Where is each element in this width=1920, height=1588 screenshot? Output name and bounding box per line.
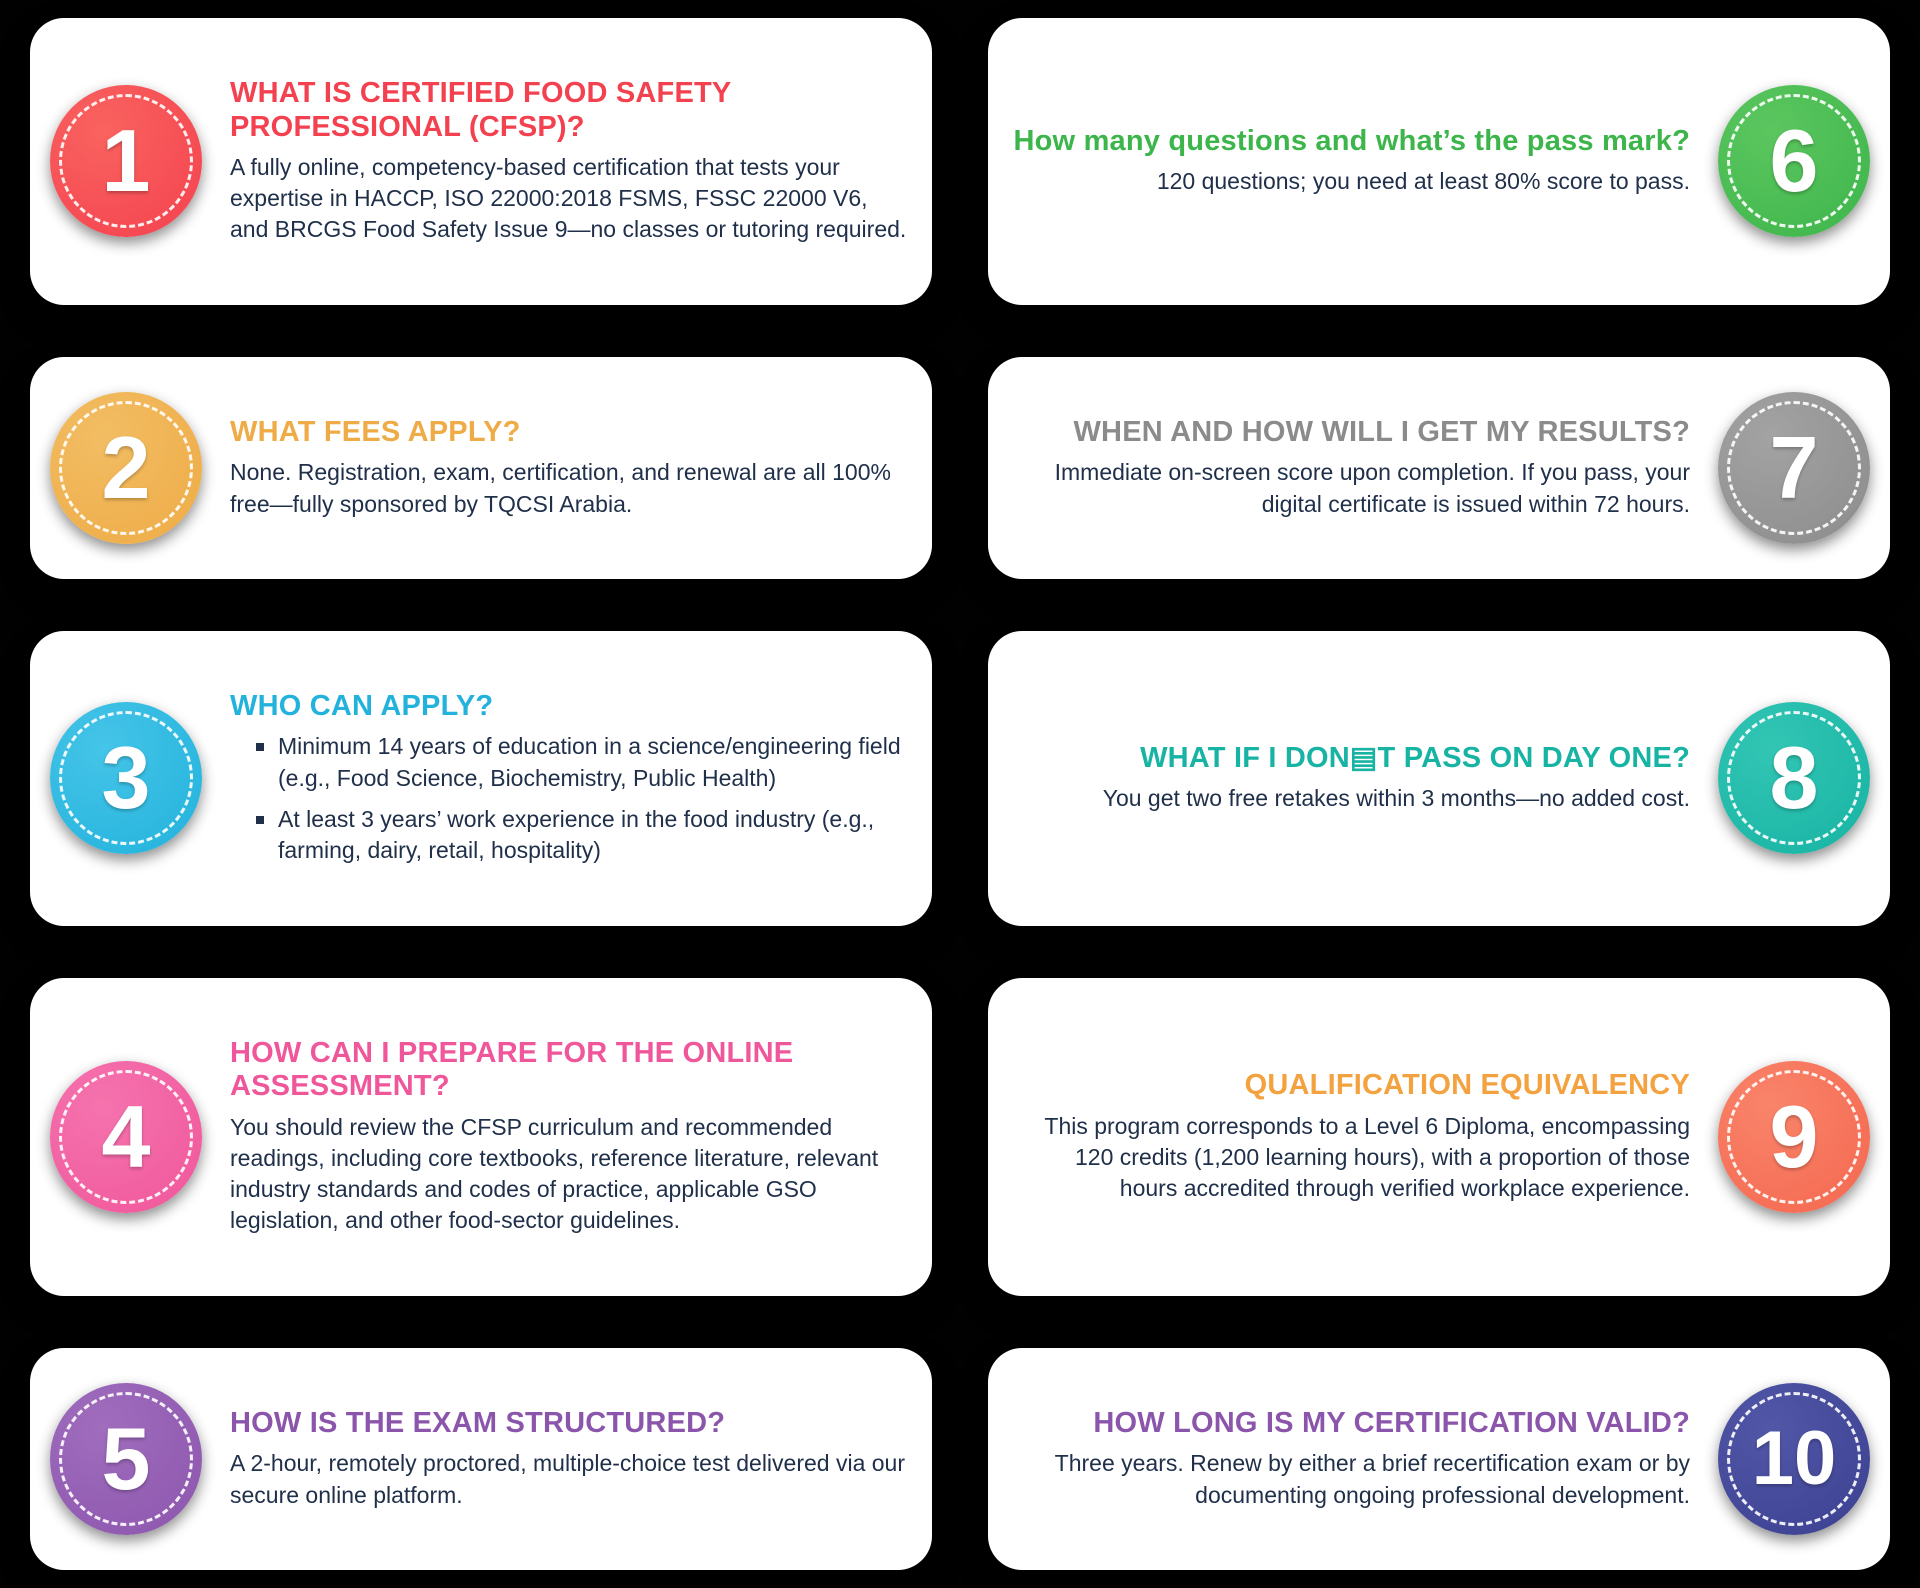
faq-card-4 (30, 978, 932, 1296)
faq-card-3 (30, 631, 932, 926)
faq-card-body: You should review the CFSP curriculum and recommended readings, including core textbooks, reference literature, relevant industry standards and codes of practice, applicable GSO legislation, and other food-sector guidelines. (230, 1113, 879, 1234)
faq-card-content (1012, 125, 1690, 198)
faq-number-label: 9 (1769, 1086, 1819, 1186)
faq-number-badge-10 (1718, 1383, 1870, 1535)
faq-card-1 (30, 18, 932, 305)
faq-card-title: HOW CAN I PREPARE FOR THE ONLINE ASSESSMENT? (230, 1036, 794, 1103)
faq-card-content (230, 1407, 908, 1511)
faq-card-title: WHAT IS CERTIFIED FOOD SAFETY PROFESSIONAL (CFSP)? (230, 77, 731, 143)
faq-card-grid (30, 18, 1890, 1570)
faq-number-badge-5 (50, 1383, 202, 1535)
faq-number-badge-9 (1718, 1061, 1870, 1213)
faq-card-content (1012, 1069, 1690, 1204)
faq-card-body: Immediate on-screen score upon completion. If you pass, your digital certificate is issued within 72 hours. (1054, 459, 1690, 517)
faq-card-6 (988, 18, 1890, 305)
faq-card-body: 120 questions; you need at least 80% score to pass. (1156, 168, 1690, 195)
list-item: At least 3 years’ work experience in the food industry (e.g., farming, dairy, retail, hospitality) (256, 804, 908, 867)
faq-number-label: 10 (1751, 1415, 1837, 1501)
faq-number-label: 4 (101, 1086, 151, 1186)
faq-card-body: This program corresponds to a Level 6 Diploma, encompassing 120 credits (1,200 learning hours), with a proportion of those hours accredited through verified workplace experience. (1044, 1112, 1690, 1202)
faq-card-body: You get two free retakes within 3 months—no added cost. (1102, 785, 1690, 812)
faq-card-bullet-list (230, 731, 908, 866)
faq-card-9 (988, 978, 1890, 1296)
faq-card-body: A 2-hour, remotely proctored, multiple-choice test delivered via our secure online platform. (230, 1450, 905, 1508)
faq-card-body: None. Registration, exam, certification, and renewal are all 100% free—fully sponsored by TQCSI Arabia. (230, 459, 891, 517)
faq-card-title: WHEN AND HOW WILL I GET MY RESULTS? (1073, 415, 1690, 448)
faq-number-label: 5 (101, 1408, 151, 1508)
faq-card-10 (988, 1348, 1890, 1570)
faq-card-8 (988, 631, 1890, 926)
faq-number-label: 3 (101, 728, 151, 828)
faq-card-7 (988, 357, 1890, 579)
faq-number-badge-6 (1718, 85, 1870, 237)
faq-number-badge-1 (50, 85, 202, 237)
faq-card-content (230, 1037, 908, 1237)
faq-card-content (230, 77, 908, 245)
faq-card-content (1012, 742, 1690, 815)
faq-number-label: 2 (101, 417, 151, 517)
faq-card-content (230, 690, 908, 866)
faq-number-badge-7 (1718, 392, 1870, 544)
faq-card-5 (30, 1348, 932, 1570)
faq-card-title: HOW IS THE EXAM STRUCTURED? (230, 1406, 726, 1439)
faq-number-badge-2 (50, 392, 202, 544)
faq-card-title: How many questions and what’s the pass mark? (1013, 125, 1690, 158)
faq-number-label: 1 (101, 111, 151, 211)
faq-card-body: Three years. Renew by either a brief recertification exam or by documenting ongoing professional development. (1054, 1450, 1690, 1508)
faq-card-title: WHAT IF I DON▤T PASS ON DAY ONE? (1140, 742, 1690, 775)
faq-number-label: 8 (1769, 728, 1819, 828)
faq-card-title: QUALIFICATION EQUIVALENCY (1244, 1069, 1690, 1102)
faq-card-content (230, 416, 908, 520)
faq-card-body: A fully online, competency-based certification that tests your expertise in HACCP, ISO 22000:2018 FSMS, FSSC 22000 V6, and BRCGS Food Safety Issue 9—no classes or tutoring required. (230, 153, 907, 243)
faq-card-title: WHO CAN APPLY? (230, 690, 494, 723)
faq-number-badge-8 (1718, 702, 1870, 854)
faq-card-title: HOW LONG IS MY CERTIFICATION VALID? (1093, 1406, 1690, 1439)
faq-card-title: WHAT FEES APPLY? (230, 415, 521, 448)
faq-card-content (1012, 1407, 1690, 1511)
faq-number-label: 6 (1769, 111, 1819, 211)
faq-number-badge-4 (50, 1061, 202, 1213)
faq-card-content (1012, 416, 1690, 520)
faq-number-badge-3 (50, 702, 202, 854)
faq-card-2 (30, 357, 932, 579)
list-item: Minimum 14 years of education in a science/engineering field (e.g., Food Science, Biochemistry, Public Health) (256, 731, 908, 794)
faq-number-label: 7 (1769, 417, 1819, 517)
